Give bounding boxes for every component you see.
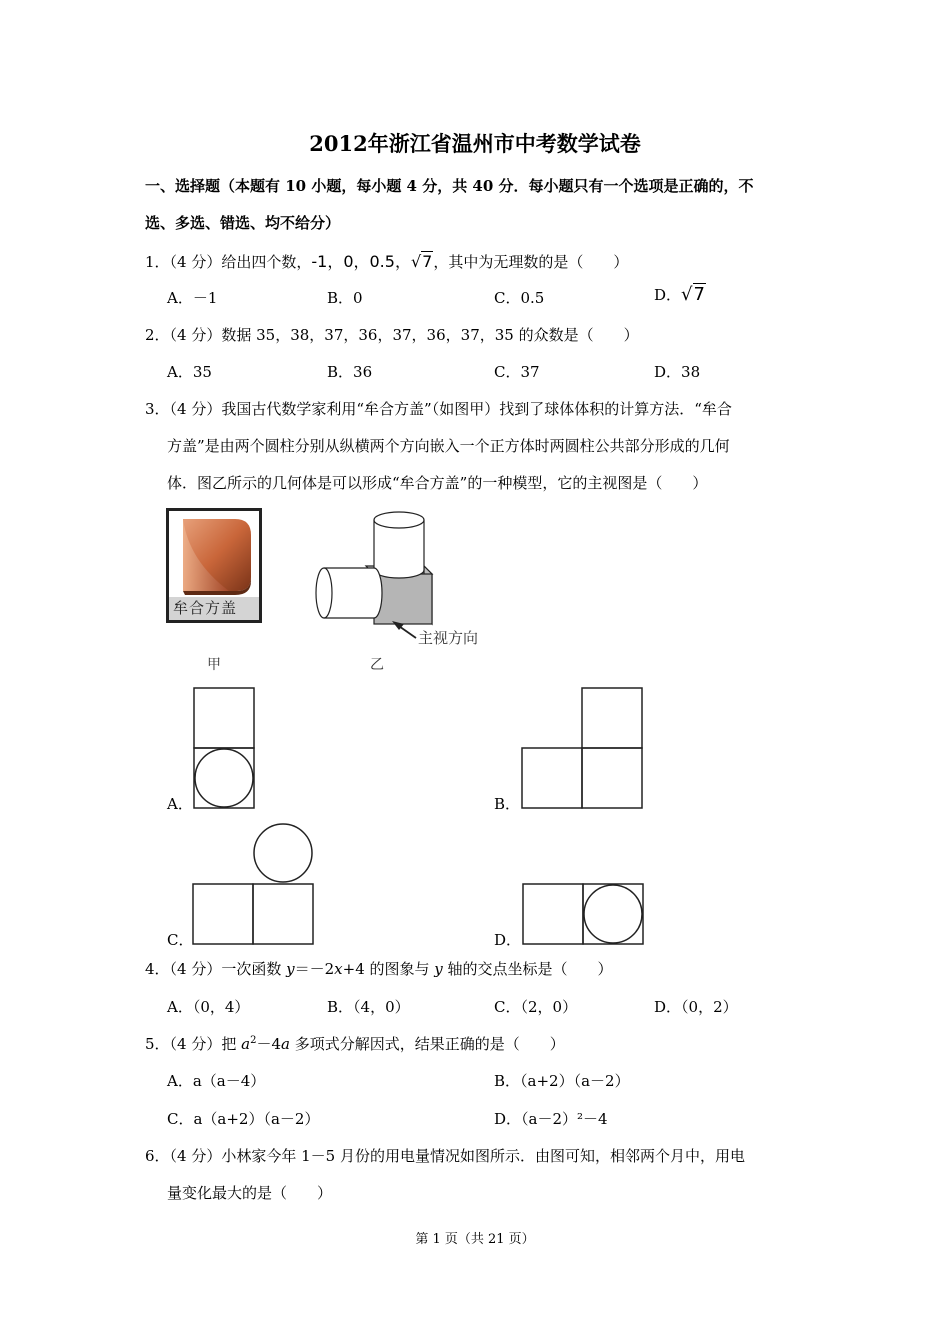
question-4 [145,958,613,979]
q1-prefix: 1．（4 分）给出四个数， [145,253,312,271]
q2-option-c: C．37 [494,363,540,381]
q4-option-a: A．（0，4） [167,998,250,1016]
q4-option-d: D．（0，2） [654,998,738,1016]
q5-option-c: C．a（a+2）（a－2） [167,1110,320,1128]
q1-option-b: B．0 [327,289,363,307]
question-3-line1: 3．（4 分）我国古代数学家利用“牟合方盖”（如图甲）找到了球体体积的计算方法．“牟合 [145,400,732,418]
sqrt-7-option-radicand: 7 [693,284,705,305]
figure-jia-label: 甲 [207,657,221,673]
figure-jia-caption: 牟合方盖 [173,599,238,617]
q4-rest: +4 的图象与 [342,960,435,978]
page-title: 2012年浙江省温州市中考数学试卷 [309,131,641,156]
q3-option-a-figure [193,687,257,811]
figure-yi-arrow-label: 主视方向 [418,629,479,647]
sqrt-7-radicand: 7 [422,252,433,271]
q5-exponent: 2 [250,1035,257,1046]
question-3-line3: 体．图乙所示的几何体是可以形成“牟合方盖”的一种模型，它的主视图是（ ） [167,474,708,492]
q5-option-a: A．a（a－4） [167,1072,266,1090]
q4-eq: ＝－2 [294,960,335,978]
section-header-line1: 一、选择题（本题有 10 小题，每小题 4 分，共 40 分．每小题只有一个选项是正确的，不 [145,177,754,195]
sqrt-7-option: √7 [681,284,705,305]
q2-option-a: A．35 [167,363,212,381]
q4-var-x: x [334,960,343,978]
q5-prefix: 5．（4 分）把 [145,1035,242,1053]
q5-var-a2: a [281,1035,290,1053]
q3-option-c: C． [167,931,194,949]
figure-jia [166,508,262,623]
q4-option-c: C．（2，0） [494,998,578,1016]
q3-option-b: B． [494,795,521,813]
q1-option-c: C．0.5 [494,289,545,307]
question-3-line2: 方盖”是由两个圆柱分别从纵横两个方向嵌入一个正方体时两圆柱公共部分形成的几何 [167,437,730,455]
question-2: 2．（4 分）数据 35，38，37，36，37，36，37，35 的众数是（ ） [145,326,639,344]
q5-option-b: B．（a+2）（a－2） [494,1072,630,1090]
q5-option-d: D．（a－2）²－4 [494,1110,608,1128]
q3-option-d: D． [494,931,522,949]
q1-option-d [654,284,706,305]
q1-suffix: ，其中为无理数的是（ ） [433,253,629,271]
q4-suffix: 轴的交点坐标是（ ） [442,960,613,978]
page-footer: 第 1 页（共 21 页） [415,1232,535,1247]
q3-option-c-figure [192,823,316,947]
question-6-line1: 6．（4 分）小林家今年 1－5 月份的用电量情况如图所示．由图可知，相邻两个月中，用电 [145,1147,745,1165]
q4-prefix: 4．（4 分）一次函数 [145,960,287,978]
figure-yi [308,500,508,675]
q3-option-b-figure [521,687,645,811]
q4-var-y2: y [434,960,443,978]
question-5 [145,1033,565,1054]
q1-option-a: A．－1 [167,289,218,307]
q4-option-b: B．（4，0） [327,998,410,1016]
section-header-line2: 选、多选、错选、均不给分） [145,214,341,232]
q5-var-a: a [241,1035,251,1053]
q4-var-y: y [286,960,295,978]
q3-option-a: A． [167,795,193,813]
q2-option-b: B．36 [327,363,373,381]
q2-option-d: D．38 [654,363,701,381]
q1-numbers: -1，0，0.5， [311,252,411,271]
q5-suffix: 多项式分解因式，结果正确的是（ ） [289,1035,565,1053]
figure-yi-label: 乙 [370,657,384,673]
question-1 [145,249,628,272]
q5-mid: －4 [256,1035,281,1053]
sqrt-7: √7 [410,252,433,271]
question-6-line2: 量变化最大的是（ ） [167,1184,333,1202]
q1-option-d-label: D． [654,286,682,304]
q3-option-d-figure [522,883,646,947]
